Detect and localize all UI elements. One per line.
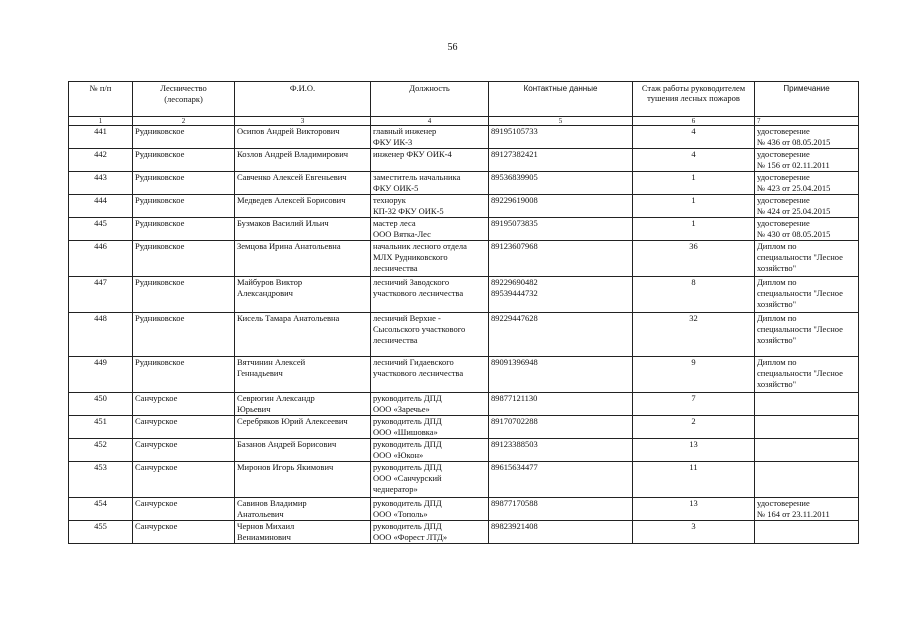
cell-note-line: Диплом по [757,241,797,251]
cell-position-line: ООО «Юкон» [373,450,424,460]
cell-contacts-line: 89127382421 [491,149,538,159]
cell-num: 453 [69,462,133,498]
table-body [69,126,859,544]
cell-contacts-line: 89536839905 [491,172,538,182]
cell-forestry: Санчурское [133,439,235,462]
cell-contacts [489,462,633,498]
cell-num: 449 [69,357,133,393]
cell-position [371,393,489,416]
cell-position-line: главный инженер [373,126,437,136]
cell-position-line: лесничества [373,335,418,345]
cell-forestry: Рудниковское [133,313,235,357]
cell-position-line: руководитель ДПД [373,439,442,449]
cell-fio-line: Анатольевич [237,509,284,519]
table-row [69,218,859,241]
cell-position-line: ООО «Форест ЛТД» [373,532,448,542]
cell-experience: 2 [633,416,755,439]
header-contacts: Контактные данные [489,82,633,117]
cell-note-line: удостоверение [757,218,810,228]
cell-fio [235,357,371,393]
cell-note-line: специальности "Лесное [757,368,843,378]
cell-fio-line: Миронов Игорь Якимович [237,462,334,472]
header-fio: Ф.И.О. [235,82,371,117]
cell-position [371,149,489,172]
cell-position-line: руководитель ДПД [373,393,442,403]
cell-note [755,241,859,277]
cell-contacts-line: 89091396948 [491,357,538,367]
cell-fio-line: Осипов Андрей Викторович [237,126,340,136]
cell-fio [235,462,371,498]
table-row [69,498,859,521]
cell-contacts [489,126,633,149]
cell-fio [235,498,371,521]
cell-experience: 1 [633,172,755,195]
cell-note-line: специальности "Лесное [757,252,843,262]
cell-position-line: чеднератор» [373,484,418,494]
cell-contacts [489,439,633,462]
cell-note-line: № 430 от 08.05.2015 [757,229,831,239]
cell-fio-line: Савченко Алексей Евгеньевич [237,172,347,182]
cell-fio [235,195,371,218]
table-header-row [69,82,859,117]
cell-note-line: хозяйство" [757,379,797,389]
cell-position-line: лесничества [373,263,418,273]
cell-fio [235,126,371,149]
cell-experience: 7 [633,393,755,416]
cell-note [755,521,859,544]
cell-forestry: Санчурское [133,393,235,416]
cell-position [371,462,489,498]
cell-position-line: участкового лесничества [373,288,464,298]
cell-contacts-line: 89615634477 [491,462,538,472]
cell-num: 442 [69,149,133,172]
cell-num: 454 [69,498,133,521]
cell-num: 445 [69,218,133,241]
cell-note [755,393,859,416]
cell-fio [235,416,371,439]
table-row [69,126,859,149]
cell-fio [235,172,371,195]
cell-num: 444 [69,195,133,218]
cell-fio-line: Майбуров Виктор [237,277,303,287]
cell-position-line: руководитель ДПД [373,498,442,508]
cell-fio [235,277,371,313]
column-number: 4 [371,117,489,126]
cell-position-line: ООО «Заречье» [373,404,430,414]
cell-note-line: № 164 от 23.11.2011 [757,509,830,519]
header-experience: Стаж работы руководителем тушения лесных пожаров [633,82,755,117]
cell-position [371,195,489,218]
cell-fio-line: Юрьевич [237,404,271,414]
cell-fio-line: Александрович [237,288,293,298]
table-row [69,277,859,313]
column-number: 2 [133,117,235,126]
cell-position-line: Сысольского участкового [373,324,466,334]
cell-note [755,149,859,172]
cell-note-line: специальности "Лесное [757,324,843,334]
cell-position-line: руководитель ДПД [373,462,442,472]
cell-position [371,498,489,521]
cell-note [755,218,859,241]
cell-num: 455 [69,521,133,544]
cell-fio [235,241,371,277]
column-number: 5 [489,117,633,126]
cell-position-line: ООО «Тополь» [373,509,428,519]
header-note: Примечание [755,82,859,117]
cell-position-line: участкового лесничества [373,368,464,378]
header-num: № п/п [69,82,133,117]
cell-contacts-line: 89877121130 [491,393,538,403]
cell-forestry: Санчурское [133,521,235,544]
cell-num: 446 [69,241,133,277]
cell-note-line: хозяйство" [757,299,797,309]
cell-fio [235,393,371,416]
cell-note-line: удостоверение [757,126,810,136]
cell-fio-line: Вятчинин Алексей [237,357,306,367]
cell-fio [235,149,371,172]
table-row [69,439,859,462]
cell-forestry: Санчурское [133,498,235,521]
cell-position-line: мастер леса [373,218,416,228]
cell-fio-line: Вениаминович [237,532,291,542]
cell-position-line: лесничий Верхне - [373,313,441,323]
cell-position-line: лесничий Гидаевского [373,357,454,367]
cell-fio-line: Базанов Андрей Борисович [237,439,337,449]
cell-note [755,126,859,149]
cell-contacts [489,521,633,544]
cell-fio-line: Козлов Андрей Владимирович [237,149,349,159]
cell-experience: 32 [633,313,755,357]
cell-contacts [489,218,633,241]
table-row [69,313,859,357]
cell-experience: 1 [633,218,755,241]
cell-contacts-line: 89123388503 [491,439,538,449]
cell-note [755,498,859,521]
column-number: 3 [235,117,371,126]
cell-contacts [489,277,633,313]
cell-note [755,462,859,498]
cell-forestry: Санчурское [133,462,235,498]
cell-forestry: Рудниковское [133,218,235,241]
cell-experience: 11 [633,462,755,498]
cell-position-line: технорук [373,195,406,205]
column-number: 1 [69,117,133,126]
cell-position [371,218,489,241]
cell-position-line: КП-32 ФКУ ОИК-5 [373,206,444,216]
cell-position [371,357,489,393]
cell-contacts-line: 89195073835 [491,218,538,228]
cell-num: 451 [69,416,133,439]
cell-position [371,416,489,439]
column-number-row [69,117,859,126]
cell-contacts-line: 89229447628 [491,313,538,323]
cell-note [755,439,859,462]
cell-experience: 8 [633,277,755,313]
cell-position-line: заместитель начальника [373,172,461,182]
cell-fio-line: Земцова Ирина Анатольевна [237,241,341,251]
cell-position-line: руководитель ДПД [373,416,442,426]
table-row [69,195,859,218]
cell-position-line: ФКУ ИК-3 [373,137,413,147]
cell-fio [235,218,371,241]
cell-note [755,357,859,393]
cell-num: 448 [69,313,133,357]
cell-forestry: Рудниковское [133,172,235,195]
cell-experience: 4 [633,149,755,172]
cell-contacts-line: 89877170588 [491,498,538,508]
cell-position-line: МЛХ Рудниковского [373,252,448,262]
personnel-table [68,81,859,544]
table-row [69,357,859,393]
cell-experience: 13 [633,498,755,521]
cell-note [755,416,859,439]
header-position: Должность [371,82,489,117]
cell-note-line: № 423 от 25.04.2015 [757,183,831,193]
cell-forestry: Рудниковское [133,241,235,277]
table-row [69,149,859,172]
cell-position-line: ФКУ ОИК-5 [373,183,419,193]
cell-contacts-line: 89823921408 [491,521,538,531]
cell-num: 441 [69,126,133,149]
table-row [69,416,859,439]
cell-position-line: лесничий Заводского [373,277,450,287]
table-row [69,521,859,544]
cell-experience: 13 [633,439,755,462]
cell-position-line: инженер ФКУ ОИК-4 [373,149,452,159]
column-number: 7 [755,117,859,126]
cell-fio [235,521,371,544]
cell-position-line: ООО Вятка-Лес [373,229,431,239]
cell-note-line: хозяйство" [757,335,797,345]
cell-forestry: Рудниковское [133,277,235,313]
cell-forestry: Рудниковское [133,195,235,218]
cell-position [371,172,489,195]
cell-position-line: ООО «Санчурский [373,473,442,483]
table-row [69,393,859,416]
page-number: 56 [447,42,458,53]
cell-num: 443 [69,172,133,195]
cell-note [755,172,859,195]
cell-note-line: № 436 от 08.05.2015 [757,137,831,147]
cell-contacts-line: 89539444732 [491,288,538,298]
cell-fio [235,439,371,462]
cell-note-line: удостоверение [757,149,810,159]
cell-num: 447 [69,277,133,313]
cell-fio-line: Геннадьевич [237,368,283,378]
cell-contacts [489,357,633,393]
cell-note-line: № 156 от 02.11.2011 [757,160,830,170]
cell-position [371,313,489,357]
cell-note-line: Диплом по [757,277,797,287]
cell-experience: 36 [633,241,755,277]
column-number: 6 [633,117,755,126]
cell-fio-line: Севрюгин Александр [237,393,315,403]
cell-fio-line: Чернов Михаил [237,521,295,531]
cell-position-line: начальник лесного отдела [373,241,467,251]
table-row [69,172,859,195]
cell-fio [235,313,371,357]
cell-position [371,241,489,277]
cell-contacts [489,149,633,172]
cell-fio-line: Медведев Алексей Борисович [237,195,346,205]
cell-forestry: Санчурское [133,416,235,439]
cell-contacts-line: 89195105733 [491,126,538,136]
cell-note-line: № 424 от 25.04.2015 [757,206,831,216]
cell-position-line: ООО «Шишовка» [373,427,438,437]
cell-contacts-line: 89229619008 [491,195,538,205]
cell-position [371,521,489,544]
cell-experience: 3 [633,521,755,544]
cell-contacts-line: 89229690482 [491,277,538,287]
cell-note-line: специальности "Лесное [757,288,843,298]
cell-forestry: Рудниковское [133,126,235,149]
cell-note-line: удостоверение [757,172,810,182]
cell-contacts [489,393,633,416]
header-forestry: Лесничество (лесопарк) [133,82,235,117]
cell-note-line: удостоверение [757,498,810,508]
cell-num: 452 [69,439,133,462]
cell-contacts-line: 89123607968 [491,241,538,251]
cell-experience: 4 [633,126,755,149]
cell-fio-line: Бузмаков Василий Ильич [237,218,329,228]
cell-experience: 1 [633,195,755,218]
cell-note-line: удостоверение [757,195,810,205]
cell-note [755,277,859,313]
cell-contacts [489,416,633,439]
table-row [69,241,859,277]
cell-contacts [489,195,633,218]
cell-contacts-line: 89170702288 [491,416,538,426]
cell-forestry: Рудниковское [133,357,235,393]
cell-fio-line: Савинов Владимир [237,498,307,508]
cell-contacts [489,498,633,521]
cell-contacts [489,241,633,277]
cell-note [755,313,859,357]
cell-experience: 9 [633,357,755,393]
table-row [69,462,859,498]
cell-position-line: руководитель ДПД [373,521,442,531]
cell-note [755,195,859,218]
cell-position [371,126,489,149]
cell-position [371,439,489,462]
cell-forestry: Рудниковское [133,149,235,172]
cell-fio-line: Серебряков Юрий Алексеевич [237,416,348,426]
cell-contacts [489,313,633,357]
cell-note-line: хозяйство" [757,263,797,273]
cell-contacts [489,172,633,195]
cell-num: 450 [69,393,133,416]
cell-note-line: Диплом по [757,357,797,367]
cell-fio-line: Кисель Тамара Анатольевна [237,313,340,323]
cell-note-line: Диплом по [757,313,797,323]
cell-position [371,277,489,313]
